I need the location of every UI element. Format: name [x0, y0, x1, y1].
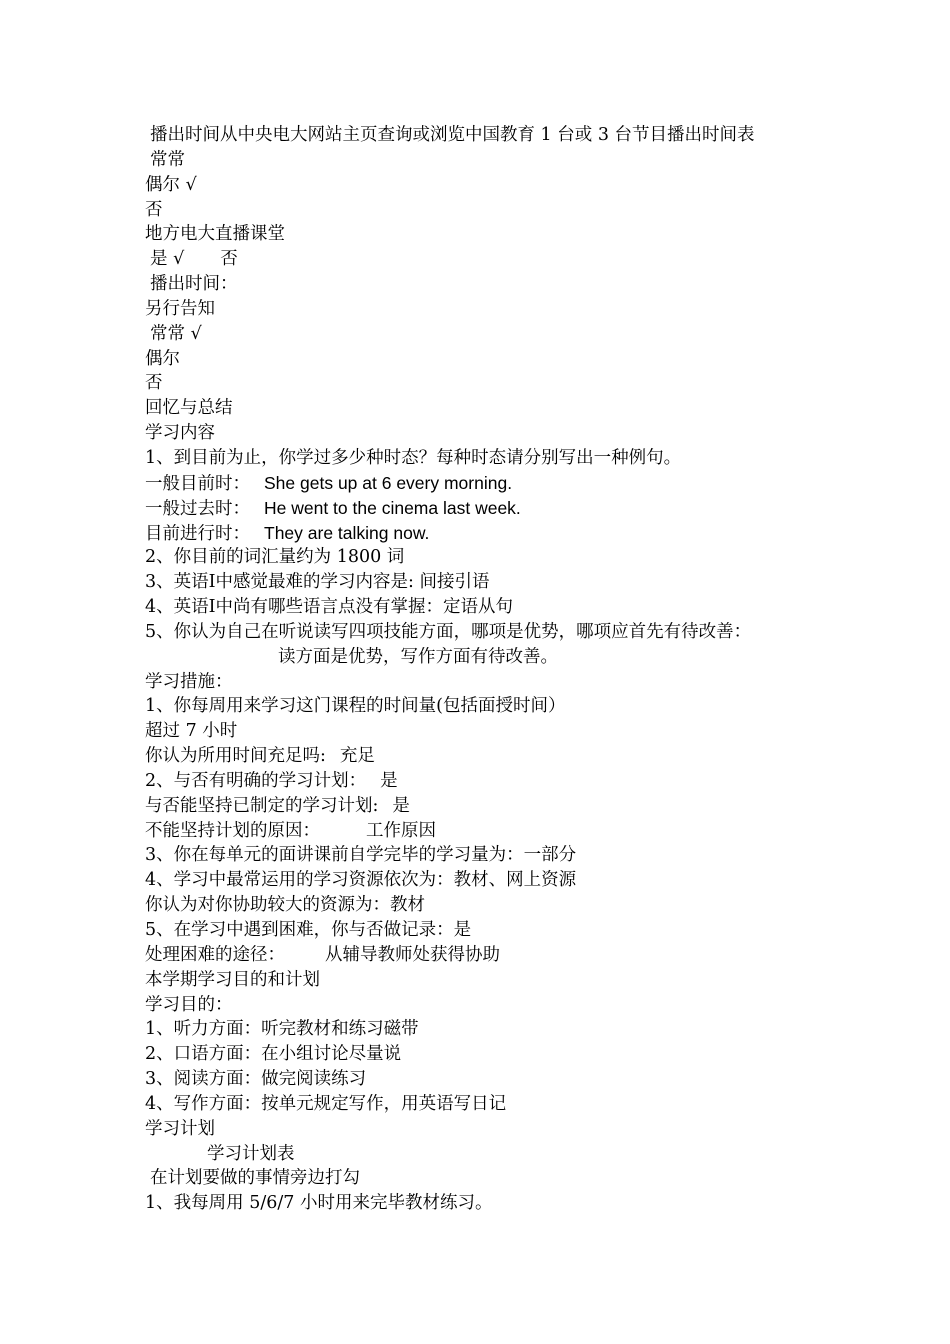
most-helpful-resource: 你认为对你协助较大的资源为：教材 — [145, 895, 425, 916]
solve-difficulties-line — [145, 943, 925, 968]
plan-adherence-line — [145, 794, 925, 819]
plan-adherence-answer: 是 — [392, 795, 410, 816]
option-sometimes: 偶尔 — [145, 348, 180, 369]
tense-past-example: He went to the cinema last week. — [264, 497, 521, 518]
option-no-inline: 否 — [220, 249, 238, 270]
review-summary-heading: 回忆与总结 — [145, 398, 233, 419]
tense-past-line — [145, 496, 925, 521]
goal-reading: 3、阅读方面：做完阅读练习 — [145, 1069, 367, 1090]
study-measures-heading: 学习措施： — [145, 671, 233, 692]
tense-progressive-label: 目前进行时： — [145, 523, 250, 544]
tense-progressive-line — [145, 521, 925, 546]
tense-progressive-example: They are talking now. — [264, 522, 430, 543]
option-often: 常常 — [150, 149, 185, 170]
solve-difficulties-question: 处理困难的途径： — [145, 944, 285, 965]
question-4-not-mastered: 4、英语Ⅰ中尚有哪些语言点没有掌握：定语从句 — [145, 597, 514, 618]
option-no-2: 否 — [145, 373, 163, 394]
measure-1-answer: 超过 7 小时 — [145, 721, 238, 742]
plan-failure-reason-answer: 工作原因 — [366, 820, 436, 841]
plan-item-1: 1、我每周用 5/6/7 小时用来完毕教材练习。 — [145, 1193, 493, 1214]
goal-writing: 4、写作方面：按单元规定写作，用英语写日记 — [145, 1093, 507, 1114]
option-yes-checked: 是 √ — [150, 249, 185, 270]
goal-listening: 1、听力方面：听完教材和练习磁带 — [145, 1019, 419, 1040]
measure-4-resources: 4、学习中最常运用的学习资源依次为：教材、网上资源 — [145, 870, 577, 891]
goal-speaking: 2、口语方面：在小组讨论尽量说 — [145, 1044, 402, 1065]
measure-2-plan-line — [145, 769, 925, 794]
measure-2-question: 2、与否有明确的学习计划： — [145, 770, 367, 791]
broadcast-time-line: 播出时间从中央电大网站主页查询或浏览中国教育 1 台或 3 台节目播出时间表 — [150, 125, 755, 145]
tense-present-example: She gets up at 6 every morning. — [264, 472, 513, 493]
question-1-tenses: 1、到目前为止，你学过多少种时态？每种时态请分别写出一种例句。 — [145, 447, 682, 468]
study-content-heading: 学习内容 — [145, 423, 215, 444]
tense-past-label: 一般过去时： — [145, 498, 250, 519]
tense-present-label: 一般目前时： — [145, 473, 250, 494]
measure-3-self-study: 3、你在每单元的面讲课前自学完毕的学习量为：一部分 — [145, 845, 577, 866]
question-3-hardest: 3、英语Ⅰ中感觉最难的学习内容是: 间接引语 — [145, 572, 490, 593]
time-sufficient-answer: 充足 — [339, 746, 375, 767]
option-no: 否 — [145, 199, 163, 220]
yes-no-line — [145, 247, 925, 272]
time-sufficient-question: 你认为所用时间充足吗: — [145, 746, 326, 767]
plan-failure-reason-line — [145, 819, 925, 844]
tense-present-line — [145, 471, 925, 496]
study-plan-table-title: 学习计划表 — [207, 1143, 295, 1164]
plan-adherence-question: 与否能坚持已制定的学习计划: — [145, 795, 379, 816]
measure-1-weekly-time: 1、你每周用来学习这门课程的时间量(包括面授时间） — [145, 696, 566, 717]
question-5-answer: 读方面是优势，写作方面有待改善。 — [278, 646, 558, 667]
semester-goals-heading: 本学期学习目的和计划 — [145, 969, 320, 990]
option-often-checked: 常常 √ — [150, 323, 202, 344]
question-2-vocabulary: 2、你目前的词汇量约为 1800 词 — [145, 547, 405, 568]
option-sometimes-checked: 偶尔 √ — [145, 174, 197, 195]
measure-5-record-difficulties: 5、在学习中遇到困难，你与否做记录：是 — [145, 920, 472, 940]
question-5-skills: 5、你认为自己在听说读写四项技能方面，哪项是优势，哪项应首先有待改善： — [145, 621, 752, 642]
document-body — [145, 123, 925, 1216]
solve-difficulties-answer: 从辅导教师处获得协助 — [325, 944, 500, 965]
study-plan-heading: 学习计划 — [145, 1118, 215, 1139]
plan-instruction: 在计划要做的事情旁边打勾 — [150, 1168, 360, 1189]
plan-failure-reason-question: 不能坚持计划的原因： — [145, 820, 320, 841]
study-goals-heading: 学习目的： — [145, 994, 233, 1015]
measure-2-answer: 是 — [380, 770, 398, 791]
notice-later: 另行告知 — [145, 298, 215, 319]
local-live-class-heading: 地方电大直播课堂 — [145, 224, 285, 245]
broadcast-time-label: 播出时间： — [150, 274, 238, 295]
time-sufficient-line — [145, 744, 925, 769]
